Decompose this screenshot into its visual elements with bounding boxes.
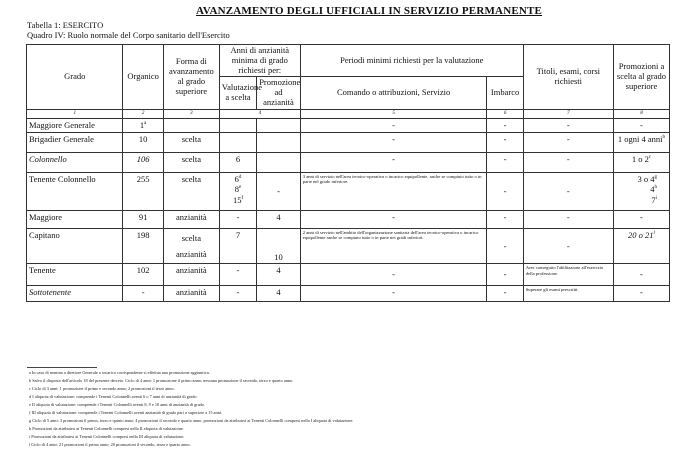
forma-value: scelta — [181, 232, 202, 243]
imbarco-cell: - — [487, 228, 523, 263]
grado-cell: Brigadier Generale — [27, 132, 123, 152]
promozioni-cell — [613, 132, 669, 152]
imbarco-cell: - — [487, 152, 523, 172]
forma-cell — [163, 228, 219, 263]
imbarco-cell: - — [487, 263, 523, 285]
footnote: h Promozioni da attribuirsi ai Tenenti Colonnelli compresi nella II aliquota di valutazione. — [29, 426, 184, 431]
col-number: 2 — [123, 109, 163, 118]
header-organico: Organico — [123, 45, 163, 110]
col-number: 1 — [27, 109, 123, 118]
footnote: c Ciclo di 3 anni: 1 promozione il primo e secondo anno; 2 promozioni il terzo anno. — [29, 386, 175, 391]
table-row — [27, 263, 670, 285]
col-number: 4 — [219, 109, 300, 118]
promozioni-value: 3 o 4$^g$ — [637, 173, 657, 184]
anzianita-cell — [257, 152, 301, 172]
valutazione-cell: 7 — [219, 228, 256, 263]
anzianita-cell — [257, 118, 301, 132]
comando-cell: - — [300, 263, 487, 285]
valutazione-cell: - — [219, 285, 256, 301]
header-imbarco: Imbarco — [487, 77, 523, 109]
promozioni-value: 20 o 21 — [628, 229, 654, 240]
footnote: d I aliquota di valutazione: comprende i Tenenti Colonnelli aventi 6 o 7 anni di anzianità di grado. — [29, 394, 198, 399]
footnote: l Ciclo di 4 anni: 21 promozioni il primo anno; 20 promozioni il secondo, terzo e quarto anno. — [29, 442, 191, 447]
footnote: g Ciclo di 5 anni: 3 promozioni il primo, terzo e quinto anno; 4 promozioni il secondo e quarto anno, promozioni da attribuirsi ai Tenenti Colonnelli compresi nella I aliquota di valutazione. — [29, 418, 354, 423]
footnote-ref: a — [144, 120, 147, 126]
footnote-ref: c — [648, 154, 652, 160]
anzianita-cell — [257, 132, 301, 152]
comando-cell: - — [300, 285, 487, 301]
imbarco-cell: - — [487, 132, 523, 152]
table-row — [27, 210, 670, 228]
header-titoli: Titoli, esami, corsi richiesti — [523, 45, 613, 110]
col-number: 5 — [300, 109, 487, 118]
col-number: 3 — [163, 109, 219, 118]
col-number: 7 — [523, 109, 613, 118]
anzianita-cell: 4 — [257, 263, 301, 285]
valutazione-cell — [219, 132, 256, 152]
forma-value: anzianità — [176, 248, 207, 259]
forma-cell — [163, 118, 219, 132]
titoli-cell: Superare gli esami prescritti. — [523, 285, 613, 301]
valutazione-value: 6$^d$ — [234, 173, 242, 184]
organico-cell: 91 — [123, 210, 163, 228]
valutazione-cell: - — [219, 263, 256, 285]
comando-cell: - — [300, 132, 487, 152]
promozioni-value: 1 o 2 — [631, 153, 649, 164]
organico-value: 1 — [139, 119, 145, 130]
comando-cell: - — [300, 118, 487, 132]
grado-cell: Maggiore — [27, 210, 123, 228]
valutazione-value: 15$^f$ — [232, 194, 244, 205]
table-row — [27, 118, 670, 132]
table-row — [27, 132, 670, 152]
table-number: Tabella 1: ESERCITO — [27, 20, 104, 30]
grado-cell: Tenente Colonnello — [27, 172, 123, 210]
header-promozioni: Promozioni a scelta al grado superiore — [613, 45, 669, 110]
header-periodi: Periodi minimi richiesti per la valutazione — [300, 45, 523, 77]
promozioni-cell: - — [613, 263, 669, 285]
anzianita-cell: 4 — [257, 285, 301, 301]
organico-cell: 255 — [123, 172, 163, 210]
advancement-table — [26, 44, 670, 302]
grado-cell: Capitano — [27, 228, 123, 263]
forma-cell: anzianità — [163, 210, 219, 228]
table-row — [27, 152, 670, 172]
promozioni-cell: - — [613, 285, 669, 301]
col-number: 8 — [613, 109, 669, 118]
footnote: a In caso di nomina a direttore Generale o incarico corrispondente si effettua una promozione aggiuntiva. — [29, 370, 210, 375]
comando-cell: 3 anni di servizio nell'area tecnico-operativa o incarico equipollente, anche se compiuto tutto o in parte nel grado inferiore. — [300, 172, 487, 210]
imbarco-cell: - — [487, 172, 523, 210]
forma-cell: scelta — [163, 172, 219, 210]
valutazione-cell — [219, 118, 256, 132]
grado-cell: Tenente — [27, 263, 123, 285]
organico-cell — [123, 118, 163, 132]
promozioni-cell — [613, 172, 669, 210]
imbarco-cell: - — [487, 210, 523, 228]
titoli-cell: Aver conseguito l'abilitazione all'esercizio della professione. — [523, 263, 613, 285]
grado-cell: Colonnello — [27, 152, 123, 172]
promozioni-cell: - — [613, 118, 669, 132]
header-grado: Grado — [27, 45, 123, 110]
organico-cell: 198 — [123, 228, 163, 263]
footnote: e II aliquota di valutazione: comprende i Tenenti Colonnelli aventi 8, 9 e 10 anni di anzianità di grado. — [29, 402, 205, 407]
col-number: 6 — [487, 109, 523, 118]
footnote: i Promozioni da attribuirsi ai Tenenti Colonnelli compresi nella III aliquota di valutazione. — [29, 434, 185, 439]
table-row — [27, 285, 670, 301]
promozioni-cell — [613, 152, 669, 172]
titoli-cell: - — [523, 132, 613, 152]
valutazione-cell — [219, 172, 256, 210]
organico-cell: - — [123, 285, 163, 301]
forma-cell: anzianità — [163, 285, 219, 301]
titoli-cell: - — [523, 172, 613, 210]
promozioni-value: 4$^h$ — [650, 184, 657, 195]
header-forma: Forma di avanzamento al grado superiore — [163, 45, 219, 110]
footnote: b Salvo il disposto dell'articolo 18 del presente decreto. Ciclo di 4 anni: 1 promozione il primo anno; nessuna promozione il secondo, terzo e quarto anno. — [29, 378, 294, 383]
document-title: AVANZAMENTO DEGLI UFFICIALI IN SERVIZIO PERMANENTE — [196, 5, 543, 17]
footnote-separator — [27, 367, 97, 368]
organico-cell: 102 — [123, 263, 163, 285]
forma-cell: scelta — [163, 152, 219, 172]
comando-cell: - — [300, 210, 487, 228]
titoli-cell: - — [523, 152, 613, 172]
titoli-cell: - — [523, 118, 613, 132]
table-row — [27, 228, 670, 263]
comando-cell: 2 anni di servizio nell'ambito dell'organizzazione sanitaria dell'area tecnico-operativa o incarico equipollente anche se compiuto tutto o in parte nei gradi inferiori. — [300, 228, 487, 263]
organico-cell: 106 — [123, 152, 163, 172]
footnote-ref: b — [662, 134, 666, 140]
promozioni-value: 1 ogni 4 anni — [617, 133, 663, 144]
titoli-cell: - — [523, 210, 613, 228]
forma-cell: anzianità — [163, 263, 219, 285]
forma-cell: scelta — [163, 132, 219, 152]
anzianita-cell: 10 — [257, 228, 301, 263]
header-anni: Anni di anzianità minima di grado richiesti per: — [219, 45, 300, 77]
footnote-ref: l — [653, 230, 655, 236]
anzianita-cell: 4 — [257, 210, 301, 228]
organico-cell: 10 — [123, 132, 163, 152]
titoli-cell: - — [523, 228, 613, 263]
header-promozione-anzianita: Promozione ad anzianità — [257, 77, 301, 109]
table-row — [27, 172, 670, 210]
grado-cell: Maggiore Generale — [27, 118, 123, 132]
anzianita-cell: - — [257, 172, 301, 210]
promozioni-cell: - — [613, 210, 669, 228]
imbarco-cell: - — [487, 285, 523, 301]
header-row-1 — [27, 45, 670, 77]
header-comando: Comando o attribuzioni, Servizio — [300, 77, 487, 109]
grado-cell: Sottotenente — [27, 285, 123, 301]
valutazione-cell: 6 — [219, 152, 256, 172]
footnote: f III aliquota di valutazione: comprende i Tenenti Colonnelli aventi anzianità di grado pari o superiore a 15 anni. — [29, 410, 223, 415]
valutazione-cell: - — [219, 210, 256, 228]
promozioni-value: 7$^i$ — [651, 194, 657, 205]
comando-cell: - — [300, 152, 487, 172]
imbarco-cell: - — [487, 118, 523, 132]
column-number-row — [27, 109, 670, 118]
header-valutazione: Valutazione a scelta — [219, 77, 256, 109]
valutazione-value: 8e — [234, 184, 242, 195]
table-subtitle: Quadro IV: Ruolo normale del Corpo sanitario dell'Esercito — [27, 30, 230, 40]
promozioni-cell — [613, 228, 669, 263]
